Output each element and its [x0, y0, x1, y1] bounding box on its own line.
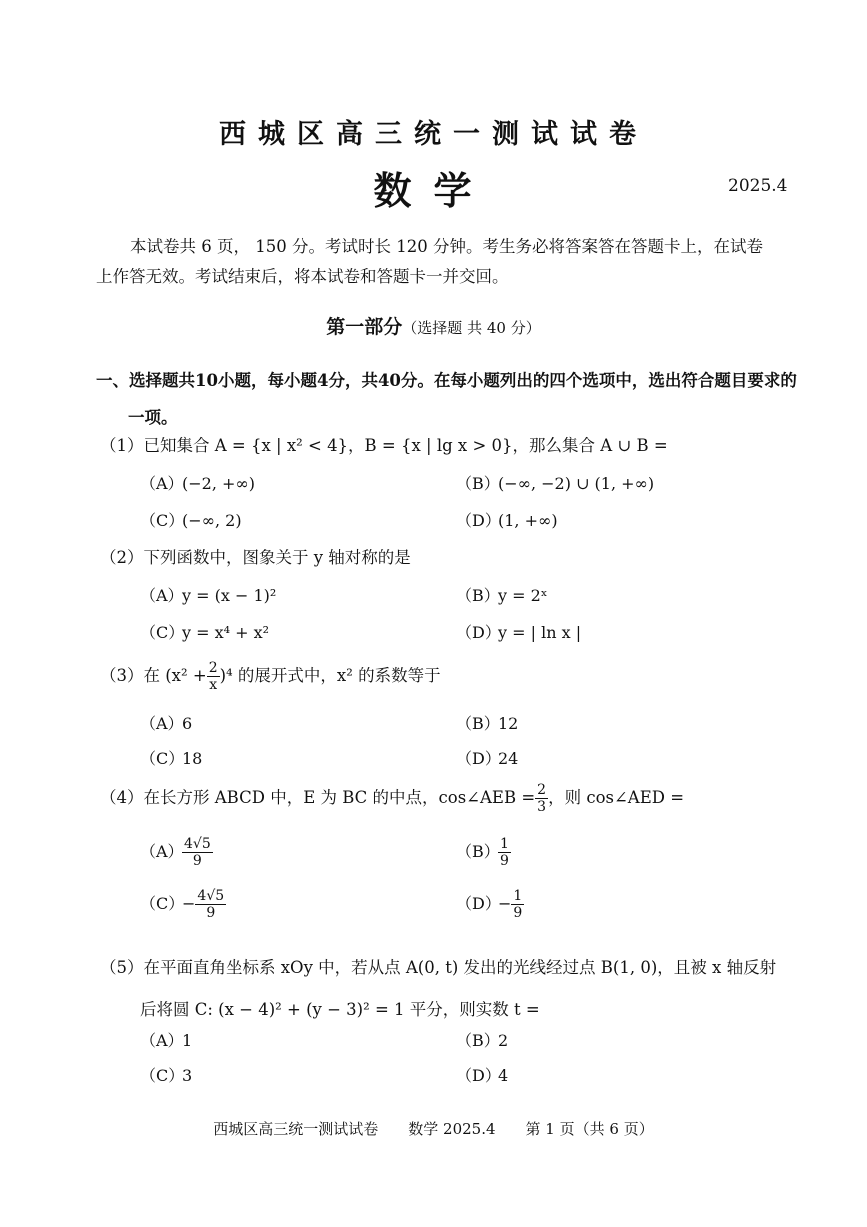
exam-date: 2025.4 [728, 176, 788, 196]
fraction-denominator: 3 [537, 799, 547, 815]
question-number: （1） [100, 436, 144, 455]
option-label: （D） [456, 623, 501, 642]
fraction-numerator: 4√5 [184, 836, 211, 852]
option-label: （A） [140, 586, 184, 605]
question-1-option-b [456, 471, 654, 494]
question-5-option-d [456, 1063, 508, 1086]
question-4-option-c [140, 888, 226, 921]
option-label: （A） [140, 1031, 184, 1050]
question-text: 在 (x² + [143, 666, 207, 685]
question-3-option-a [140, 711, 192, 734]
option-label: （A） [140, 474, 184, 493]
option-text: (−∞, 2) [182, 511, 242, 530]
fraction-denominator: 9 [500, 853, 509, 869]
question-number: （5） [100, 958, 144, 977]
question-text: 下列函数中，图象关于 y 轴对称的是 [143, 548, 411, 567]
question-text: 在长方形 ABCD 中，E 为 BC 的中点，cos∠AEB = [143, 788, 536, 807]
option-label: （D） [456, 894, 501, 913]
option-label: （C） [140, 511, 185, 530]
fraction-denominator: 9 [192, 853, 202, 869]
fraction-numerator: 1 [513, 888, 523, 904]
part-title: 第一部分 [326, 316, 403, 338]
question-text-cont: )⁴ 的展开式中，x² 的系数等于 [219, 666, 441, 685]
question-5-option-b [456, 1028, 508, 1051]
option-text: 18 [182, 749, 203, 768]
option-sign: − [182, 894, 196, 913]
fraction [182, 836, 213, 869]
fraction-numerator: 4√5 [197, 888, 225, 904]
fraction [535, 782, 548, 815]
option-text: (−2, +∞) [182, 474, 255, 493]
question-3-option-d [456, 746, 518, 769]
question-3-stem [100, 660, 441, 693]
option-text: 24 [498, 749, 519, 768]
option-label: （A） [140, 842, 184, 861]
option-label: （A） [140, 714, 184, 733]
subject-title: 数学 [373, 168, 494, 213]
question-4-option-b [456, 836, 511, 869]
part-heading [0, 312, 867, 339]
question-2-option-d [456, 620, 581, 643]
option-label: （B） [456, 474, 500, 493]
question-4-option-d [456, 888, 524, 921]
question-text: 已知集合 A = {x | x² < 4}，B = {x | lg x > 0}，那么集合 A ∪ B = [143, 436, 668, 455]
option-sign: − [498, 894, 512, 913]
option-label: （D） [456, 511, 501, 530]
question-1-stem [100, 432, 668, 456]
option-text: 3 [182, 1066, 193, 1085]
option-text: y = 2ˣ [498, 586, 548, 605]
fraction-numerator: 2 [537, 782, 547, 798]
option-label: （B） [456, 714, 500, 733]
option-label: （C） [140, 749, 185, 768]
option-text: y = | ln x | [498, 623, 582, 642]
page-footer: 西城区高三统一测试试卷 数学 2025.4 第 1 页（共 6 页） [213, 1120, 654, 1138]
question-5-option-c [140, 1063, 192, 1086]
instructions: 本试卷共 6 页， 150 分。考试时长 120 分钟。考生务必将答案答在答题卡上，在试卷上作答无效。考试结束后，将本试卷和答题卡一并交回。 [96, 237, 763, 286]
question-5-option-a [140, 1028, 192, 1051]
option-text: y = x⁴ + x² [182, 623, 270, 642]
fraction [498, 836, 511, 869]
fraction [511, 888, 524, 921]
fraction-denominator: x [209, 677, 218, 693]
option-label: （B） [456, 842, 500, 861]
option-label: （C） [140, 894, 185, 913]
fraction [195, 888, 226, 921]
fraction [207, 660, 220, 693]
question-text-cont: ，则 cos∠AED = [548, 788, 685, 807]
exam-title: 西城区高三统一测试试卷 [219, 119, 648, 150]
option-text: 6 [182, 714, 193, 733]
question-4-option-a [140, 836, 213, 869]
option-text: 4 [498, 1066, 509, 1085]
option-label: （D） [456, 1066, 501, 1085]
fraction-numerator: 2 [208, 660, 218, 676]
option-text: 2 [498, 1031, 509, 1050]
question-1-option-a [140, 471, 255, 494]
question-5-stem-cont: 后将圆 C: (x − 4)² + (y − 3)² = 1 平分，则实数 t = [140, 1000, 540, 1019]
question-3-option-b [456, 711, 518, 734]
question-2-stem [100, 544, 411, 568]
question-1-option-c [140, 508, 242, 531]
question-1-option-d [456, 508, 558, 531]
question-5-stem [100, 954, 776, 978]
fraction-denominator: 9 [513, 905, 523, 921]
part-note: （选择题 共 40 分） [402, 319, 541, 337]
question-text: 在平面直角坐标系 xOy 中，若从点 A(0, t) 发出的光线经过点 B(1, 0)，且被 x 轴反射 [143, 958, 777, 977]
question-number: （3） [100, 666, 144, 685]
option-label: （C） [140, 1066, 185, 1085]
fraction-numerator: 1 [500, 836, 509, 852]
option-text: 12 [498, 714, 519, 733]
question-4-stem [100, 782, 684, 815]
option-label: （D） [456, 749, 501, 768]
option-text: (−∞, −2) ∪ (1, +∞) [498, 474, 655, 493]
question-number: （4） [100, 788, 144, 807]
option-text: 1 [182, 1031, 193, 1050]
section-heading: 一、选择题共10小题，每小题4分，共40分。在每小题列出的四个选项中，选出符合题目要求的一项。 [96, 371, 797, 427]
option-label: （B） [456, 1031, 500, 1050]
option-label: （B） [456, 586, 500, 605]
question-2-option-b [456, 583, 548, 606]
question-2-option-a [140, 583, 276, 606]
option-label: （C） [140, 623, 185, 642]
option-text: (1, +∞) [498, 511, 558, 530]
option-text: y = (x − 1)² [182, 586, 277, 605]
question-number: （2） [100, 548, 144, 567]
fraction-denominator: 9 [206, 905, 216, 921]
question-2-option-c [140, 620, 269, 643]
question-3-option-c [140, 746, 202, 769]
